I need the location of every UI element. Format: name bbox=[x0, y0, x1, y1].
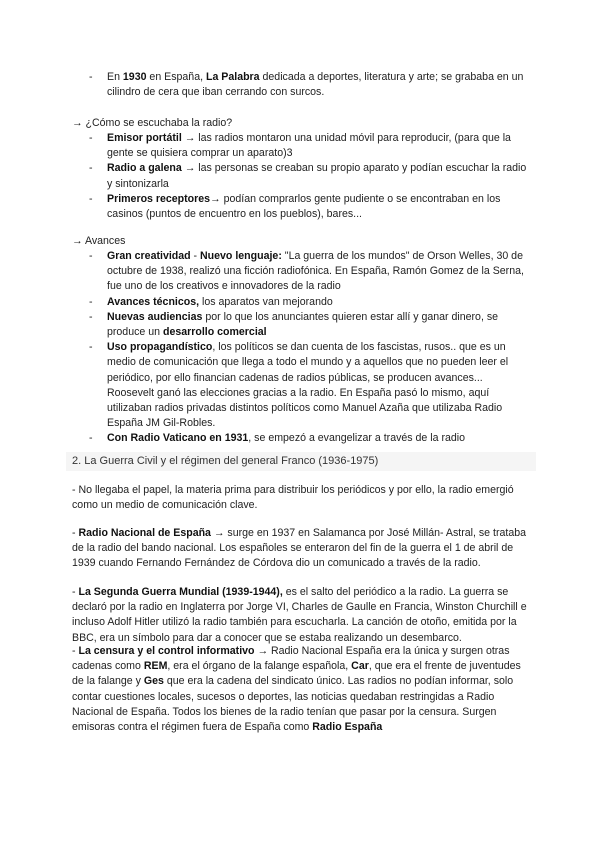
paper-paragraph bbox=[72, 483, 532, 513]
bold-text: REM bbox=[143, 660, 168, 673]
list-item bbox=[72, 249, 532, 295]
bold-text: Primeros receptores bbox=[107, 192, 211, 205]
bold-text: Radio España bbox=[312, 721, 383, 734]
list-item bbox=[72, 295, 532, 310]
text-run: → Radio Nacional España era la única y surgen otras cadenas como bbox=[72, 645, 510, 673]
bold-text: Gran creatividad bbox=[107, 250, 191, 262]
bold-text: Ges bbox=[143, 675, 164, 688]
text-run: → las radios montaron una unidad móvil para reproducir, (para que la gente se quisiera comprar un aparato)3 bbox=[107, 132, 511, 160]
text-run: - bbox=[72, 586, 79, 598]
list-item bbox=[72, 431, 532, 446]
list-item bbox=[72, 161, 532, 191]
bold-text: Emisor portátil bbox=[107, 132, 182, 144]
bold-text: desarrollo comercial bbox=[162, 326, 267, 339]
section-2-heading: 2. La Guerra Civil y el régimen del general Franco (1936-1975) bbox=[72, 455, 379, 467]
bold-text: Nuevas audiencias bbox=[107, 310, 203, 323]
text-run: - No llegaba el papel, la materia prima para distribuir los periódicos y por ello, la radio emergió como un medio de comunicación clave. bbox=[72, 484, 514, 512]
list-item bbox=[72, 70, 532, 100]
text-run: - bbox=[72, 527, 79, 539]
bold-text: La Segunda Guerra Mundial (1939-1944), bbox=[78, 586, 283, 598]
text-run: - bbox=[190, 250, 201, 262]
text-run: dedicada a deportes, literatura y arte; se grababa en un cilindro de cera que iban cerrando con surcos. bbox=[107, 71, 524, 99]
ww2-paragraph bbox=[72, 585, 532, 646]
text-run: los aparatos van mejorando bbox=[199, 295, 333, 308]
listen-heading: → ¿Cómo se escuchaba la radio? bbox=[72, 117, 233, 129]
text-run: que era la cadena del sindicato único. Las radios no podían informar, solo contar cuestiones locales, sucesos o deportes, las noticias quedaban restringidas a Radio Nacional de España. Todos los bienes de la radio tenían que pasar por la censura. Surgen emisoras contra el régimen fuera de España como bbox=[72, 675, 514, 734]
intro-list bbox=[72, 70, 532, 100]
text-run: , que era el frente de juventudes de la falange y bbox=[72, 660, 521, 688]
text-run: es el salto del periódico a la radio. La guerra se declaró por la radio en Inglaterra por Jorge VI, Charles de Gaulle en Francia, Winston Churchill e incluso Adolf Hitler utilizó la radio también para escucharla. La canción de otoño, emitida por la BBC, era un símbolo para dar a conocer que se estaba realizando un desembarco. bbox=[72, 586, 527, 644]
bold-text: 1930 bbox=[122, 71, 147, 83]
list-item bbox=[72, 310, 532, 340]
bold-text: Car bbox=[351, 660, 369, 673]
text-run: → surge en 1937 en Salamanca por José Millán- Astral, se trataba de la radio del bando nacional. Los españoles se enteraron del fin de la guerra el 1 de abril de 1939 cuando Fernando Fernández de Córdova dio un comunicado a través de la radio. bbox=[72, 527, 526, 570]
advances-list bbox=[72, 249, 532, 447]
bold-text: Uso propagandístico bbox=[107, 341, 213, 354]
listen-list bbox=[72, 131, 532, 222]
text-run: , era el órgano de la falange española, bbox=[167, 660, 352, 673]
text-run: → las personas se creaban su propio aparato y podían escuchar la radio y sintonizarla bbox=[107, 162, 527, 190]
bold-text: Radio Nacional de España bbox=[78, 527, 211, 539]
text-run: por lo que los anunciantes quieren estar allí y ganar dinero, se produce un bbox=[107, 310, 499, 339]
text-run: , los políticos se dan cuenta de los fascistas, rusos.. que es un medio de comunicación que llega a todo el mundo y a aquellos que no pueden leer el periódico, por ello financian cadenas de radios públicas, se producen avances... Roosevelt ganó las elecciones gracias a la radio. En España pasó lo mismo, aquí utilizaban radios privadas distintos políticos como Manuel Azaña que utilizaba Radio España JM Gil-Robles. bbox=[107, 341, 509, 430]
bold-text: Avances técnicos, bbox=[107, 295, 200, 308]
list-item bbox=[72, 131, 532, 161]
bold-text: Con Radio Vaticano en 1931 bbox=[107, 432, 249, 445]
text-run: en España, bbox=[146, 71, 206, 83]
text-run: "La guerra de los mundos" de Orson Welles, 30 de octubre de 1938, realizó una ficción radiofónica. En España, Ramón Gomez de la Serna, fue uno de los creativos e innovadores de la radio bbox=[107, 250, 524, 293]
text-run: , se empezó a evangelizar a través de la radio bbox=[248, 432, 466, 445]
bold-text: La censura y el control informativo bbox=[78, 645, 255, 657]
text-run: En bbox=[107, 71, 123, 83]
rne-paragraph bbox=[72, 526, 532, 572]
bold-text: Nuevo lenguaje: bbox=[200, 250, 282, 262]
list-item bbox=[72, 192, 532, 222]
advances-heading: → Avances bbox=[72, 235, 126, 247]
bold-text: La Palabra bbox=[205, 71, 260, 83]
list-item bbox=[72, 340, 532, 431]
text-run: → podían comprarlos gente pudiente o se encontraban en los casinos (puntos de encuentro en los pueblos), bares... bbox=[107, 192, 501, 221]
bold-text: Radio a galena bbox=[107, 162, 182, 175]
text-run: - bbox=[72, 645, 79, 657]
censorship-paragraph bbox=[72, 644, 532, 735]
